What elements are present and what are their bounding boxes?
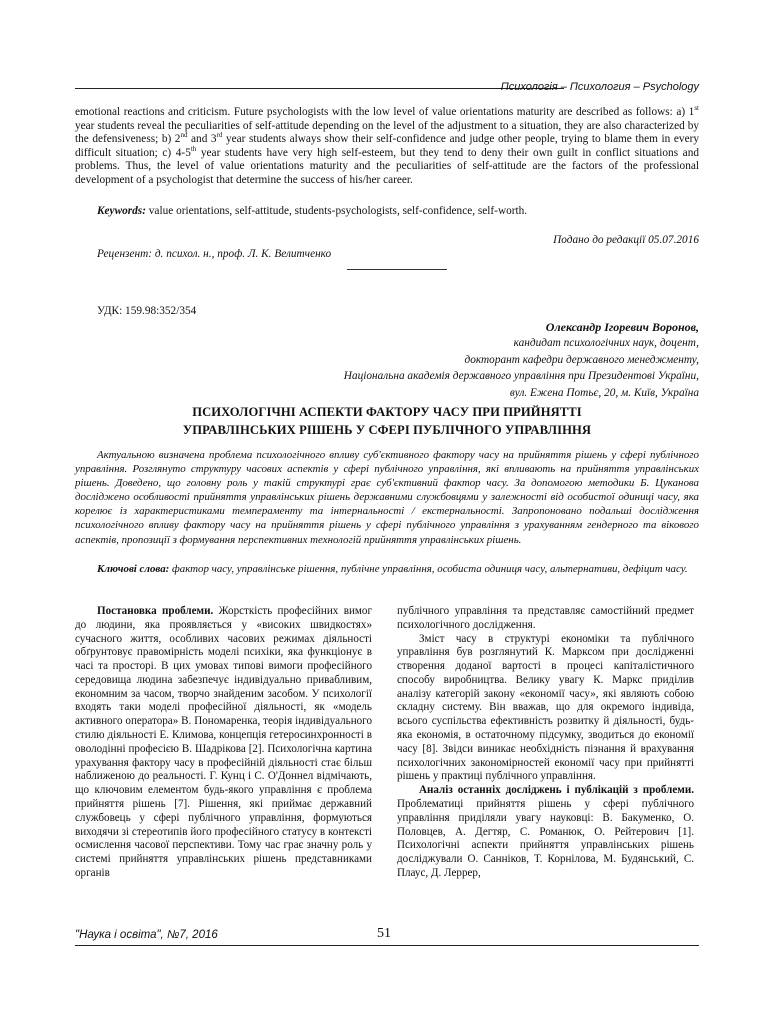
submission-date: Подано до редакції 05.07.2016 — [553, 234, 699, 246]
author-position: докторант кафедри державного менеджменту, — [464, 353, 699, 366]
author-address: вул. Ежена Потьє, 20, м. Київ, Україна — [509, 386, 699, 399]
right-column — [397, 605, 694, 881]
footer-rule — [75, 945, 699, 946]
journal-name: "Наука і освіта", №7, 2016 — [75, 929, 218, 941]
problem-statement-text: Жорсткість професійних вимог до людини, яка проявляється у «високих швидкостях» сучасного життя, особливих часових режимах діяльності обґрунтовує правомірність моделі психіки, яка функціонує в часі та просторі. В цих умовах типові вимоги професійного середовища людина забезпечує індивідуально привабливим, економним за часом, творчо знайденим засобом. У психології входять таки моделі професійної діяльності, як «модель активного оператора» В. Пономаренка, теорія індивідуального стилю діяльності Е. Климова, концепція гетеросинхронності в оволодінні професією В. Шадрікова [2]. Психологічна картина урахування фактору часу в професійній діяльності стає більш наближеною до реальності. Г. Кунц і С. О'Доннел відмічають, що ключовим елементом будь-якого управління є проблема прийняття рішень [7]. Рішення, які приймає державний службовець у сфері публічного управління, формуються виходячи зі стереотипів його професійного статусу в контексті осмислення часової перспективи. Тому час грає значну роль у системі прийняття управлінських рішень представниками органів — [75, 605, 372, 879]
english-keywords-label: Keywords: — [97, 205, 146, 217]
ukrainian-abstract: Актуальною визначена проблема психологічного впливу суб'єктивного фактору часу на прийняття рішень у сфері публічного управління. Розглянуто структуру часових аспектів у сфері публічного управління, які впливають на прийняття управлінських рішень. Доведено, що головну роль у такій структурі грає суб'єктивний фактор часу. За допомогою методики Б. Цуканова досліджено особливості прийняття управлінських рішень державними службовцями у залежності від особистої одиниці часу, яка корелює із характеристиками темпераменту та інтернальності / екстернальності. Запропоновано подальші дослідження психологічного впливу фактору часу на прийняття рішень у сфері публічного управління з урахуванням гендерного та вікового аспектів, пропозиції з формування перспективних технологій прийняття управлінських рішень. — [75, 449, 699, 546]
author-institution: Національна академія державного управління при Президентові України, — [343, 370, 699, 383]
english-keywords — [75, 205, 699, 219]
author-degree: кандидат психологічних наук, доцент, — [513, 337, 699, 350]
left-column — [75, 605, 372, 881]
page-number: 51 — [377, 926, 391, 941]
journal-page — [75, 76, 699, 1024]
right-column-paragraph-2: Зміст часу в структурі економіки та публічного управління був розглянутий К. Марксом при дослідженні створення доданої вартості в процесі капіталістичного способу виробництва. Велику увагу К. Маркс приділив аналізу категорій закону «економії часу», які являють собою складну систему. Він вважав, що для окремого індивіда, всього суспільства ефективність розвитку й діяльності, будь-яка економія, в остаточному підсумку, зводиться до економії часу [8]. Звідси виникає необхідність пізнання й врахування психологічних закономірностей економії часу при прийнятті рішень у практиці публічного управління. — [397, 632, 694, 783]
english-abstract: emotional reactions and criticism. Future psychologists with the low level of value orientations maturity are described as follows: a) 1st year students reveal the peculiarities of self-attitude depending on the level of the adjustment to a situation, they are also characterized by the defensiveness; b) 2nd and 3rd year students always show their self-confidence and judge other people, trying to blame them in every difficult situation; c) 4-5th year students have very high self-esteem, but they tend to deny their own guilt in conflict situations and problems. Thus, the level of value orientations maturity and the peculiarities of self-attitude are the factors of the professional development of a psychologist that determine the success of his/her career. — [75, 104, 699, 186]
header-rule — [75, 88, 564, 89]
article-title-line-1: ПСИХОЛОГІЧНІ АСПЕКТИ ФАКТОРУ ЧАСУ ПРИ ПРИЙНЯТТІ — [192, 405, 582, 419]
page-footer — [75, 928, 699, 948]
analysis-heading: Аналіз останніх досліджень і публікацій з проблеми. — [419, 784, 694, 797]
problem-statement-paragraph — [75, 605, 372, 881]
ukrainian-keywords-label: Ключові слова: — [97, 563, 170, 575]
ukrainian-keywords-list: фактор часу, управлінське рішення, публічне управління, особиста одиниця часу, альтернативи, дефіцит часу. — [169, 563, 688, 575]
article-title — [75, 404, 699, 439]
problem-statement-heading: Постановка проблеми. — [97, 605, 214, 617]
ukrainian-keywords — [75, 562, 699, 576]
reviewer-line: Рецензент: д. психол. н., проф. Л. К. Велитченко — [97, 248, 332, 260]
running-header-title: Психологія – Психология – Psychology — [500, 81, 699, 93]
udc-code: УДК: 159.98:352/354 — [97, 305, 197, 317]
section-separator — [347, 269, 447, 270]
article-title-line-2: УПРАВЛІНСЬКИХ РІШЕНЬ У СФЕРІ ПУБЛІЧНОГО УПРАВЛІННЯ — [182, 422, 592, 437]
analysis-paragraph — [397, 784, 694, 880]
right-column-paragraph-1: публічного управління та представляє самостійний предмет психологічного дослідження. — [397, 605, 694, 631]
analysis-text: Проблематиці прийняття рішень у сфері публічного управління приділяли увагу науковці: В. Бакуменко, О. Половцев, А. Дегтяр, С. Романюк, О. Рейтерович [1]. Психологічні аспекти прийняття управлінських рішень досліджували О. Санніков, Т. Корнілова, М. Будянський, С. Плаус, Д. Леррер, — [397, 797, 694, 879]
author-block — [199, 319, 699, 401]
author-name: Олександр Ігоревич Воронов, — [545, 320, 699, 334]
running-header — [75, 80, 699, 96]
english-keywords-list: value orientations, self-attitude, students-psychologists, self-confidence, self-worth. — [145, 205, 528, 217]
